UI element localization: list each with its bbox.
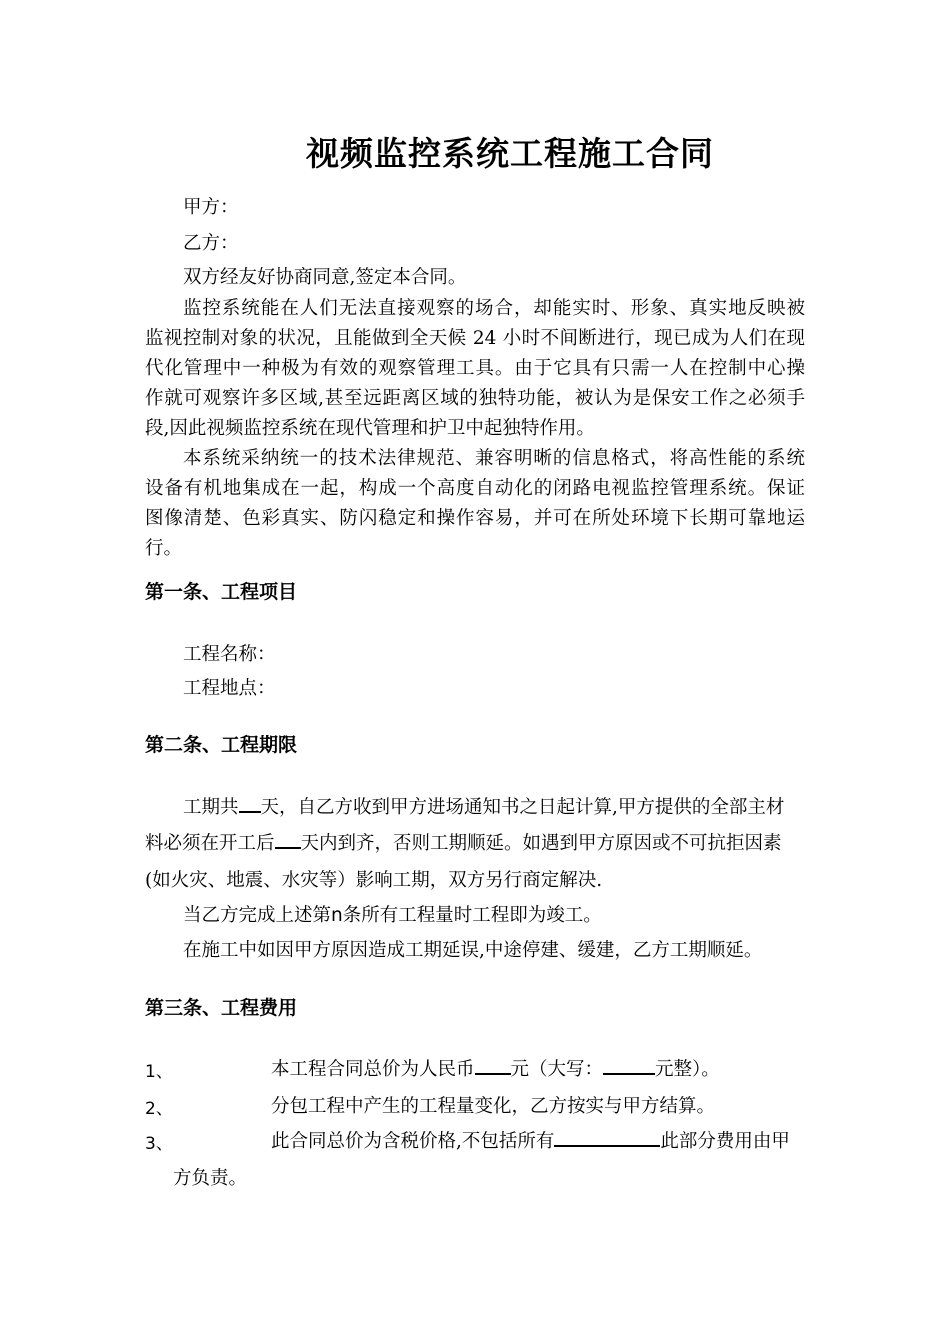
fee-text: 此合同总价为含税价格,不包括所有 xyxy=(271,1131,555,1152)
fee-item-1 xyxy=(271,1055,720,1081)
para2-line: 本系统采纳统一的技术法律规范、兼容明晰的信息格式，将高性能的系统 xyxy=(183,448,805,469)
period-line-2 xyxy=(145,829,782,855)
para1-line: 段,因此视频监控系统在现代管理和护卫中起独特作用。 xyxy=(145,418,595,439)
period-text: 天内到齐，否则工期顺延。如遇到甲方原因或不可抗拒因素 xyxy=(300,833,782,854)
project-location-label: 工程地点： xyxy=(183,678,276,699)
period-line-4 xyxy=(183,901,602,927)
fee-item-2: 分包工程中产生的工程量变化，乙方按实与甲方结算。 xyxy=(271,1096,716,1117)
fee-item-3-continuation: 方负责。 xyxy=(173,1168,248,1189)
fee-text: 本工程合同总价为人民币 xyxy=(271,1059,475,1080)
period-text: 工期共 xyxy=(183,797,239,818)
fee-text: 元整）。 xyxy=(655,1059,720,1080)
clause-number: n xyxy=(331,905,343,926)
intro-text: 双方经友好协商同意,签定本合同。 xyxy=(183,267,467,288)
item-number: 2、 xyxy=(145,1099,173,1119)
amount-blank xyxy=(475,1057,511,1075)
period-text: 条所有工程量时工程即为竣工。 xyxy=(342,905,602,926)
item-number: 1、 xyxy=(145,1062,173,1082)
page-title: 视频监控系统工程施工合同 xyxy=(306,134,714,173)
period-text: 当乙方完成上述第 xyxy=(183,905,332,926)
amount-words-blank xyxy=(603,1057,655,1075)
para1-line: 监控系统能在人们无法直接观察的场合，却能实时、形象、真实地反映被 xyxy=(183,298,805,319)
fee-text: 元（大写： xyxy=(510,1059,604,1080)
para1-line: 作就可观察许多区域,甚至远距离区域的独特功能，被认为是保安工作之必须手 xyxy=(145,388,805,409)
fee-item-3 xyxy=(271,1127,790,1153)
period-text: 天，自乙方收到甲方进场通知书之日起计算,甲方提供的全部主材 xyxy=(260,797,785,818)
para2-line: 图像清楚、色彩真实、防闪稳定和操作容易，并可在所处环境下长期可靠地运 xyxy=(145,508,805,529)
excluded-items-blank xyxy=(554,1129,660,1147)
para1-line: 监视控制对象的状况，且能做到全天候 24 小时不间断进行，现已成为人们在现 xyxy=(145,328,805,349)
section3-heading: 第三条、工程费用 xyxy=(145,997,298,1019)
period-line-5: 在施工中如因甲方原因造成工期延误,中途停建、缓建，乙方工期顺延。 xyxy=(183,940,763,961)
material-days-blank xyxy=(275,831,301,849)
period-line-3: (如火灾、地震、水灾等）影响工期，双方另行商定解决. xyxy=(145,870,603,891)
para1-line: 代化管理中一种极为有效的观察管理工具。由于它具有只需一人在控制中心操 xyxy=(145,358,805,379)
period-text: 料必须在开工后 xyxy=(145,833,275,854)
section2-heading: 第二条、工程期限 xyxy=(145,734,298,756)
item-number: 3、 xyxy=(145,1134,173,1154)
section1-heading: 第一条、工程项目 xyxy=(145,581,298,603)
period-line-1 xyxy=(183,793,784,819)
para2-line: 设备有机地集成在一起，构成一个高度自动化的闭路电视监控管理系统。保证 xyxy=(145,478,805,499)
fee-text: 此部分费用由甲 xyxy=(660,1131,790,1152)
party-b-label: 乙方： xyxy=(183,233,239,254)
days-blank xyxy=(239,795,261,813)
para2-line: 行。 xyxy=(145,538,183,559)
party-a-label: 甲方： xyxy=(183,197,239,218)
project-name-label: 工程名称： xyxy=(183,644,276,665)
